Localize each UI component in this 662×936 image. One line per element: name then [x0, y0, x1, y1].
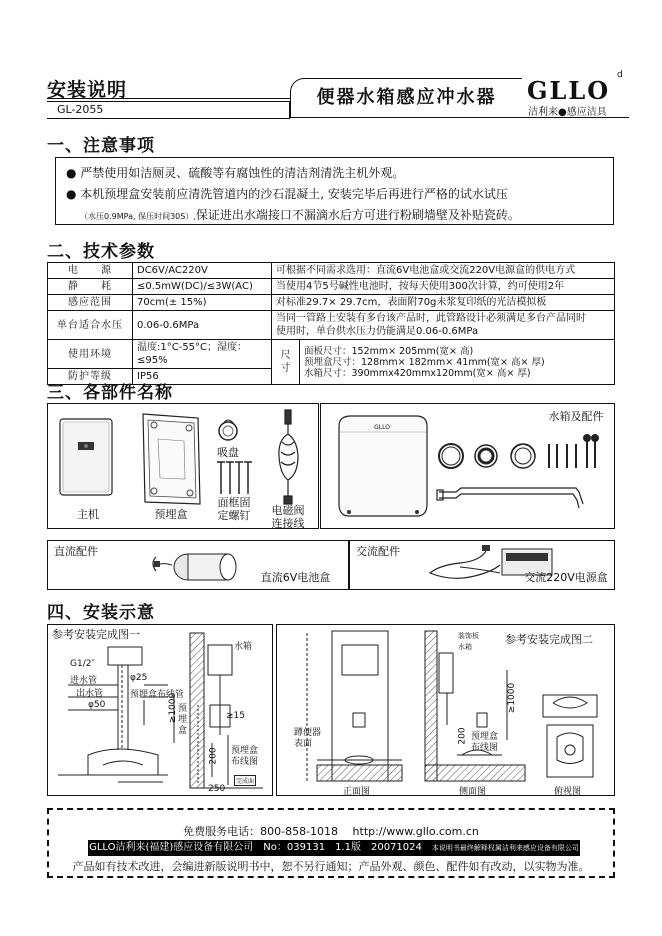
part-box-label: 预埋盒	[154, 508, 188, 521]
spec-table	[47, 262, 615, 385]
fig2-front: 正面图	[343, 787, 371, 797]
fig2-side: 侧面图	[459, 787, 487, 797]
fig1-tank: 水箱	[234, 642, 253, 652]
spec-key: 使用环境	[48, 340, 133, 369]
part-screw-label-2: 定螺钉	[217, 509, 251, 522]
company-info: GLLO洁利来(福建)感应设备有限公司 No：039131 1.1版 20071024	[89, 842, 422, 853]
suction-cup-icon	[219, 420, 237, 440]
note-2: ● 本机预埋盒安装前应清洗管道内的沙石混凝土, 安装完毕后再进行严格的试水试压	[66, 184, 603, 205]
spec-desc	[272, 311, 615, 340]
fig2-dim200: 200	[457, 727, 468, 745]
rings-icon	[439, 444, 535, 468]
fig2-top: 俯视图	[554, 787, 582, 797]
note-3	[66, 205, 603, 227]
embedded-box-icon	[143, 414, 200, 504]
fig1-title: 参考安装完成图一	[52, 628, 140, 641]
company-bar	[88, 840, 580, 856]
note-3-small: （水压0.9MPa, 保压时间30S）,	[80, 212, 196, 221]
fig1-phi50: φ50	[88, 700, 106, 710]
main-unit-icon	[60, 419, 112, 495]
install-figure-2	[276, 624, 615, 796]
fig2-wiring-2: 布线图	[471, 743, 499, 753]
fig1-dim1000: ≥1000	[168, 692, 179, 724]
section-title-parts: 三、各部件名称	[47, 383, 173, 403]
fig1-box-v3: 盒	[178, 726, 188, 736]
fig2-title: 参考安装完成图二	[505, 633, 593, 646]
ac-item-label: 交流220V电源盒	[524, 571, 608, 584]
spec-key: 静 耗	[48, 279, 133, 295]
table-row	[48, 295, 615, 311]
spec-value: IP56	[133, 369, 272, 385]
fig1-wire-pipe: 预埋盒布线管	[130, 690, 185, 700]
fig1-dim200: 200	[208, 747, 219, 765]
part-screw-label-1: 面框固	[217, 496, 251, 509]
spec-value: DC6V/AC220V	[133, 263, 272, 279]
dc-title: 直流配件	[54, 545, 98, 558]
logo-mark: d	[617, 70, 623, 80]
fig1-dim15: ≥15	[226, 711, 245, 721]
note-1: ● 严禁使用如洁厕灵、硫酸等有腐蚀性的清洁剂清洗主机外观。	[66, 163, 603, 184]
fig1-wiring-2: 布线图	[231, 757, 259, 767]
size-label: 尺寸	[272, 340, 300, 385]
section-title-install: 四、安装示意	[47, 603, 155, 623]
table-row	[48, 340, 615, 369]
tank-panel	[320, 403, 615, 529]
fig1-box-v2: 埋	[178, 715, 188, 725]
spec-value: 温度:1°C-55°C；湿度：≤95%	[133, 340, 272, 369]
ac-accessory-panel	[349, 540, 615, 590]
fig2-tank: 水箱	[458, 643, 472, 651]
spec-key: 感应范围	[48, 295, 133, 311]
fig1-phi25: φ25	[130, 673, 148, 683]
solenoid-wire-icon	[279, 410, 298, 504]
spec-desc-line-1: 当同一管路上安装有多台该产品时，此管路设计必须满足多台产品同时	[276, 313, 586, 324]
fig2-deco: 装饰板	[458, 632, 479, 640]
tank-brand: GLLO	[374, 424, 390, 431]
flush-pipe-icon	[437, 488, 583, 508]
fig1-outlet: 出水管	[76, 689, 104, 699]
dc-accessory-panel	[47, 540, 349, 590]
fig2-dim1000: ≥1000	[507, 682, 518, 714]
spec-desc: 当使用4节5号碱性电池时，按每天使用300次计算，约可使用2年	[272, 279, 615, 295]
fig1-box-v1: 预	[178, 704, 188, 714]
fig2-surface-2: 表面	[294, 739, 313, 749]
parts-panel	[47, 403, 319, 529]
size-values	[300, 340, 615, 385]
part-main-label: 主机	[77, 508, 99, 521]
spec-desc: 对标准29.7× 29.7cm，表面附70g未浆复印纸的光洁模拟板	[272, 295, 615, 311]
note-3-main: 保证进出水端接口不漏滴水后方可进行粉刷墙壁及补贴瓷砖。	[195, 208, 520, 222]
part-valve-label-1: 电磁阀	[271, 504, 305, 517]
install-diagram-2	[277, 625, 616, 797]
spec-value: 70cm(± 15%)	[133, 295, 272, 311]
screws-icon	[217, 462, 252, 494]
bolts-icon	[549, 435, 598, 468]
spec-value: 0.06-0.6MPa	[133, 311, 272, 340]
fig1-inlet: 进水管	[70, 676, 98, 686]
spec-desc: 可根据不同需求选用：直流6V电池盒或交流220V电源盒的供电方式	[272, 263, 615, 279]
spec-key: 防护等级	[48, 369, 133, 385]
doc-title: 安装说明	[47, 79, 128, 101]
hotline: 免费服务电话：800-858-1018 http://www.gllo.com.cn	[183, 825, 479, 838]
fig1-g12: G1/2″	[70, 659, 95, 669]
table-row	[48, 279, 615, 295]
table-row	[48, 263, 615, 279]
spec-key: 单台适合水压	[48, 311, 133, 340]
tank-accessories-label: 水箱及配件	[548, 410, 604, 423]
notes-box	[55, 157, 614, 225]
fig1-floor: 完成面	[234, 775, 256, 786]
size-tank: 水箱尺寸：390mmx420mmx120mm(宽× 高× 厚)	[304, 367, 531, 379]
section-title-specs: 二、技术参数	[47, 242, 155, 262]
fig2-surface-1: 蹲便器	[294, 728, 322, 738]
disclaimer: 产品如有技术改进，会编进新版说明书中，恕不另行通知；产品外观、颜色、配件如有改动，以实物为准。	[72, 860, 590, 873]
size-panel: 面板尺寸：152mm× 205mm(宽× 高)	[304, 345, 474, 357]
part-valve-label-2: 连接线	[271, 517, 305, 530]
spec-desc-line-2: 使用时，单台供水压力仍能满足0.06-0.6MPa	[276, 326, 479, 337]
section-title-notes: 一、注意事项	[47, 136, 155, 156]
table-row	[48, 311, 615, 340]
dc-item-label: 直流6V电池盒	[260, 571, 331, 584]
size-box: 预埋盒尺寸：128mm× 182mm× 41mm(宽× 高× 厚)	[304, 356, 545, 368]
ac-title: 交流配件	[356, 545, 400, 558]
rights-note: 本说明书最终解释权属洁利来感应设备有限公司	[431, 844, 579, 852]
brand-logo: GLLO	[527, 76, 611, 105]
spec-key: 电 源	[48, 263, 133, 279]
spec-value: ≤0.5mW(DC)/≤3W(AC)	[133, 279, 272, 295]
brand-subtitle: 洁利来●感应洁具	[528, 107, 607, 118]
install-figure-1	[47, 624, 273, 796]
part-cup-label: 吸盘	[217, 446, 239, 459]
model-number: GL-2055	[47, 101, 290, 119]
fig1-dim250: 250	[208, 784, 226, 794]
fig2-wiring-1: 预埋盒	[471, 732, 499, 742]
product-title: 便器水箱感应冲水器	[290, 78, 522, 118]
fig1-wiring-1: 预埋盒	[231, 746, 259, 756]
